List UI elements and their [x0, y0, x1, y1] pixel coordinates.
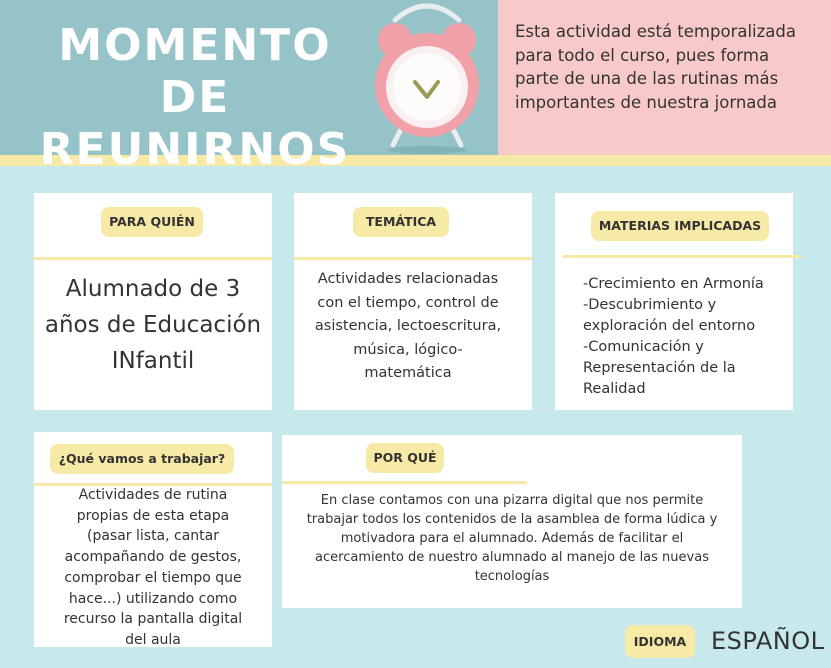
tag-tematica: TEMÁTICA — [353, 207, 449, 237]
tag-que-vamos: ¿Qué vamos a trabajar? — [50, 444, 234, 474]
materia-item: -Crecimiento en Armonía — [583, 276, 764, 292]
card-que-vamos — [34, 432, 272, 647]
title-line-1: MOMENTO DE — [58, 20, 332, 123]
que-vamos-text: Actividades de rutina propias de esta etapa (pasar lista, cantar acompañando de gestos, comprobar el tiempo que hace...) utilizando como recurso la pantalla digital del aula — [63, 487, 243, 648]
card-divider — [282, 481, 527, 484]
tematica-text: Actividades relacionadas con el tiempo, control de asistencia, lectoescritura, música, lógico-matemática — [314, 271, 502, 381]
tag-idioma: IDIOMA — [625, 625, 695, 658]
tag-por-que: POR QUÉ — [366, 443, 444, 473]
tag-para-quien: PARA QUIÉN — [101, 207, 203, 237]
materia-item: -Descubrimiento y exploración del entorno — [583, 297, 756, 334]
card-tematica — [294, 193, 532, 410]
card-materias — [555, 193, 793, 410]
title-line-2: REUNIRNOS — [39, 124, 351, 175]
para-quien-text: Alumnado de 3 años de Educación INfantil — [44, 276, 262, 374]
card-por-que — [282, 435, 742, 608]
intro-text: Esta actividad está temporalizada para todo el curso, pues forma parte de una de las rutinas más importantes de nuestra jornada — [515, 22, 796, 112]
page-title — [20, 20, 370, 176]
tag-materias: MATERIAS IMPLICADAS — [591, 211, 769, 241]
por-que-text: En clase contamos con una pizarra digital que nos permite trabajar todos los contenidos de la asamblea de forma lúdica y motivadora para el alumnado. Además de facilitar el acercamiento de nuestro alumnado al manejo de las nuevas tecnologías — [306, 493, 718, 584]
card-divider — [34, 257, 272, 260]
card-divider — [294, 257, 532, 260]
idioma-value: ESPAÑOL — [711, 627, 825, 655]
materia-item: -Comunicación y Representación de la Realidad — [583, 339, 736, 397]
materias-list — [583, 274, 788, 400]
alarm-clock-icon — [365, 0, 490, 155]
card-para-quien — [34, 193, 272, 410]
card-divider — [563, 255, 801, 258]
